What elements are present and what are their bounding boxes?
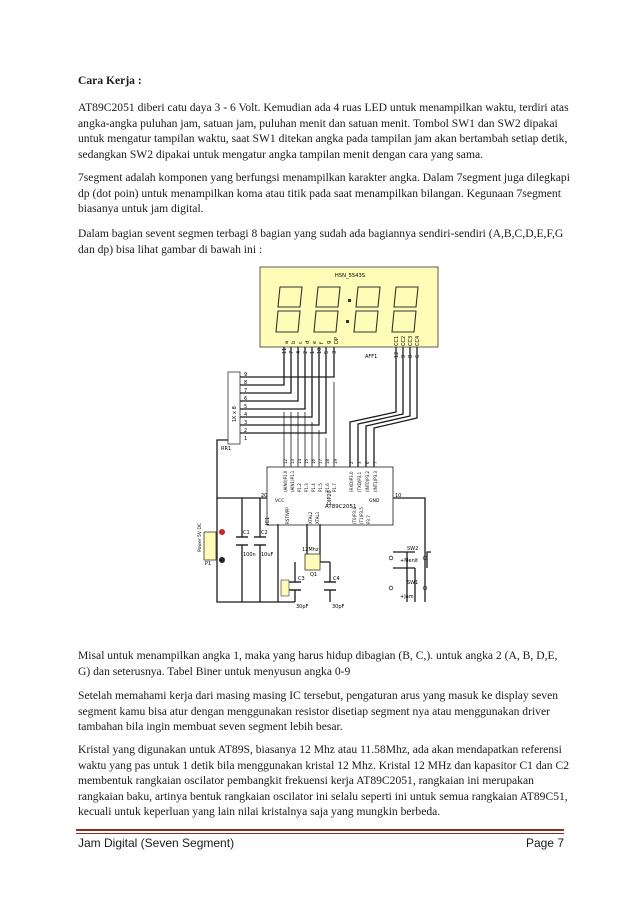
svg-text:(INT0)P3.2: (INT0)P3.2 — [365, 470, 370, 492]
svg-text:2: 2 — [244, 428, 248, 434]
svg-text:5: 5 — [324, 350, 330, 354]
svg-text:CC3: CC3 — [408, 335, 414, 346]
svg-text:(AIN0)P1.0: (AIN0)P1.0 — [283, 470, 288, 492]
svg-text:6: 6 — [415, 354, 421, 358]
power-connector — [204, 532, 216, 560]
svg-text:13: 13 — [290, 458, 295, 464]
circuit-schematic — [195, 262, 638, 632]
svg-text:12Mhz: 12Mhz — [302, 547, 319, 553]
svg-text:4: 4 — [244, 412, 248, 418]
svg-text:C1: C1 — [243, 530, 250, 536]
svg-text:100n: 100n — [243, 552, 256, 558]
svg-text:VCC: VCC — [275, 499, 285, 504]
svg-text:DP: DP — [334, 337, 340, 344]
svg-text:P1.7: P1.7 — [332, 483, 337, 492]
svg-text:(AIN1)P1.1: (AIN1)P1.1 — [290, 470, 295, 492]
svg-text:(TXD)P3.1: (TXD)P3.1 — [357, 471, 362, 492]
svg-text:(T1)P3.5: (T1)P3.5 — [359, 507, 364, 524]
svg-text:12: 12 — [283, 458, 288, 464]
svg-text:(INT1)P3.3: (INT1)P3.3 — [373, 470, 378, 492]
svg-text:16: 16 — [311, 458, 316, 464]
paragraph-crystal: Kristal yang digunakan untuk AT89S, biasanya 12 Mhz atau 11.58Mhz, ada akan mendapatkan referensi waktu yang pas untuk 1 detik bila menggunakan kristal 12 Mhz. Kristal 12 MHz dan kapasitor C1 dan C2 membentuk rangkaian oscilator pembangkit frekuensi kerja AT89C2051, rangkaian ini merupakan rangkaian baku, artinya bentuk rangkaian oscilator ini selalu seperti ini untuk semua rangkaian AT89C51, kecuali untuk keperluan yang lain nilai kristalnya saja yang mungkin berbeda. — [78, 743, 570, 819]
svg-text:GND: GND — [369, 499, 380, 504]
svg-text:P3.7: P3.7 — [366, 515, 371, 524]
svg-text:8: 8 — [244, 380, 248, 386]
crystal-q1 — [305, 554, 320, 570]
svg-text:AT89C2051: AT89C2051 — [325, 504, 357, 510]
page-number: Page 7 — [525, 836, 564, 850]
svg-text:(RXD)P3.0: (RXD)P3.0 — [349, 471, 354, 492]
svg-text:18: 18 — [325, 458, 330, 464]
svg-text:Q1: Q1 — [310, 572, 318, 578]
wires — [217, 347, 431, 602]
paragraph-intro: AT89C2051 diberi catu daya 3 - 6 Volt. Kemudian ada 4 ruas LED untuk menampilkan waktu, terdiri atas angka-angka puluhan jam, satuan jam, puluhan menit dan satuan menit. Tombol SW1 dan SW2 dipakai untuk mengatur tampilan waktu, saat SW1 ditekan angka pada tampilan jam akan bertambah setiap detik, sedangkan SW2 dipakai untuk mengatur angka tampilan menit dengan cara yang sama. — [78, 101, 569, 161]
colon-dot-upper — [348, 299, 351, 302]
svg-text:9: 9 — [401, 354, 407, 358]
svg-text:2: 2 — [303, 350, 309, 354]
capacitors-c1-c2 — [236, 537, 266, 545]
colon-dot-lower — [346, 320, 349, 323]
svg-text:e: e — [312, 340, 318, 344]
svg-text:b: b — [291, 340, 297, 344]
svg-text:g: g — [326, 340, 332, 344]
svg-text:(T0)P3.4: (T0)P3.4 — [352, 507, 357, 524]
svg-text:CC2: CC2 — [401, 335, 407, 346]
display-name: HSN_5543S — [334, 273, 366, 279]
svg-text:C2: C2 — [261, 530, 268, 536]
svg-text:11: 11 — [282, 347, 288, 354]
svg-text:6: 6 — [244, 396, 248, 402]
svg-text:P1.3: P1.3 — [304, 483, 309, 492]
svg-text:12: 12 — [394, 351, 400, 358]
svg-text:XTAL1: XTAL1 — [315, 511, 320, 524]
svg-text:RST/VPP: RST/VPP — [285, 507, 290, 524]
paragraph-7segment: 7segment adalah komponen yang berfungsi menampilkan karakter angka. Dalam 7segment juga dilegkapi dp (dot poin) untuk menampilkan koma atau titik pada saat menampilkan bilangan. Kegunaan 7segment biasanya untuk jam digital. — [78, 171, 570, 216]
svg-text:SW1: SW1 — [407, 580, 419, 586]
reset-resistor — [281, 580, 289, 596]
svg-text:1: 1 — [244, 436, 248, 442]
svg-text:20: 20 — [261, 493, 268, 499]
svg-text:C3: C3 — [298, 576, 305, 582]
paragraph-current: Setelah memahami kerja dari masing masing IC tersebut, pengaturan arus yang masuk ke display seven segment kamu bisa atur dengan menggunakan resistor disetiap segment nya atau menggunakan driver tambahan bila ingin membuat seven segment lebih besar. — [78, 689, 559, 734]
power-led — [219, 529, 225, 535]
footer-rule-thick — [76, 829, 564, 831]
svg-text:+Jam: +Jam — [400, 594, 414, 600]
svg-text:7: 7 — [244, 388, 248, 394]
svg-text:d: d — [305, 340, 311, 344]
svg-text:5: 5 — [244, 404, 248, 410]
svg-text:IC1: IC1 — [265, 516, 271, 525]
svg-text:7: 7 — [289, 350, 295, 354]
svg-text:3: 3 — [244, 420, 248, 426]
footer-title: Jam Digital (Seven Segment) — [78, 836, 235, 850]
svg-text:4: 4 — [296, 350, 302, 354]
svg-text:Power 5V DC: Power 5V DC — [198, 522, 203, 552]
svg-text:CC4: CC4 — [415, 335, 421, 346]
svg-text:19: 19 — [333, 458, 338, 464]
svg-text:1K x 8: 1K x 8 — [232, 406, 238, 422]
svg-text:30pF: 30pF — [332, 604, 345, 610]
svg-text:6: 6 — [365, 461, 370, 464]
svg-text:3: 3 — [332, 350, 338, 354]
svg-text:10uF: 10uF — [261, 552, 274, 558]
svg-text:2: 2 — [349, 461, 354, 464]
svg-text:XTAL2: XTAL2 — [308, 511, 313, 524]
paragraph-segments: Dalam bagian sevent segmen terbagi 8 bagian yang sudah ada bagiannya sendiri-sendiri (A,B,C,D,E,F,G dan dp) bisa lihat gambar di bawah ini : — [78, 227, 564, 256]
svg-text:P1.6: P1.6 — [325, 483, 330, 492]
svg-text:P1.4: P1.4 — [311, 483, 316, 492]
footer-rule-thin — [76, 833, 564, 834]
svg-text:10: 10 — [317, 347, 323, 354]
svg-text:17: 17 — [318, 458, 323, 464]
svg-text:a: a — [284, 340, 290, 344]
svg-text:30pF: 30pF — [296, 604, 309, 610]
section-heading: Cara Kerja : — [78, 74, 142, 87]
svg-text:C4: C4 — [333, 576, 340, 582]
svg-text:SW2: SW2 — [407, 546, 419, 552]
svg-text:CC1: CC1 — [394, 335, 400, 346]
paragraph-digits: Misal untuk menampilkan angka 1, maka yang harus hidup dibagian (B, C,). untuk angka 2 (A, B, D,E, G) dan seterusnya. Tabel Biner untuk menyusun angka 0-9 — [78, 649, 558, 678]
svg-text:15: 15 — [304, 458, 309, 464]
display-ref: AFF1 — [365, 354, 378, 360]
svg-text:9: 9 — [244, 372, 248, 378]
svg-text:7: 7 — [373, 461, 378, 464]
svg-text:3: 3 — [357, 461, 362, 464]
svg-text:P1.5: P1.5 — [318, 483, 323, 492]
svg-text:DIP20: DIP20 — [327, 490, 333, 505]
svg-text:c: c — [298, 341, 304, 344]
svg-text:P1: P1 — [205, 561, 212, 567]
svg-text:1: 1 — [310, 350, 316, 354]
svg-text:10: 10 — [395, 493, 402, 499]
svg-text:RR1: RR1 — [221, 446, 232, 452]
svg-text:+Menit: +Menit — [400, 558, 419, 564]
svg-text:P1.2: P1.2 — [297, 483, 302, 492]
svg-text:8: 8 — [408, 354, 414, 358]
ground-pad — [219, 557, 225, 563]
svg-text:14: 14 — [297, 458, 302, 464]
svg-text:f: f — [319, 342, 325, 344]
